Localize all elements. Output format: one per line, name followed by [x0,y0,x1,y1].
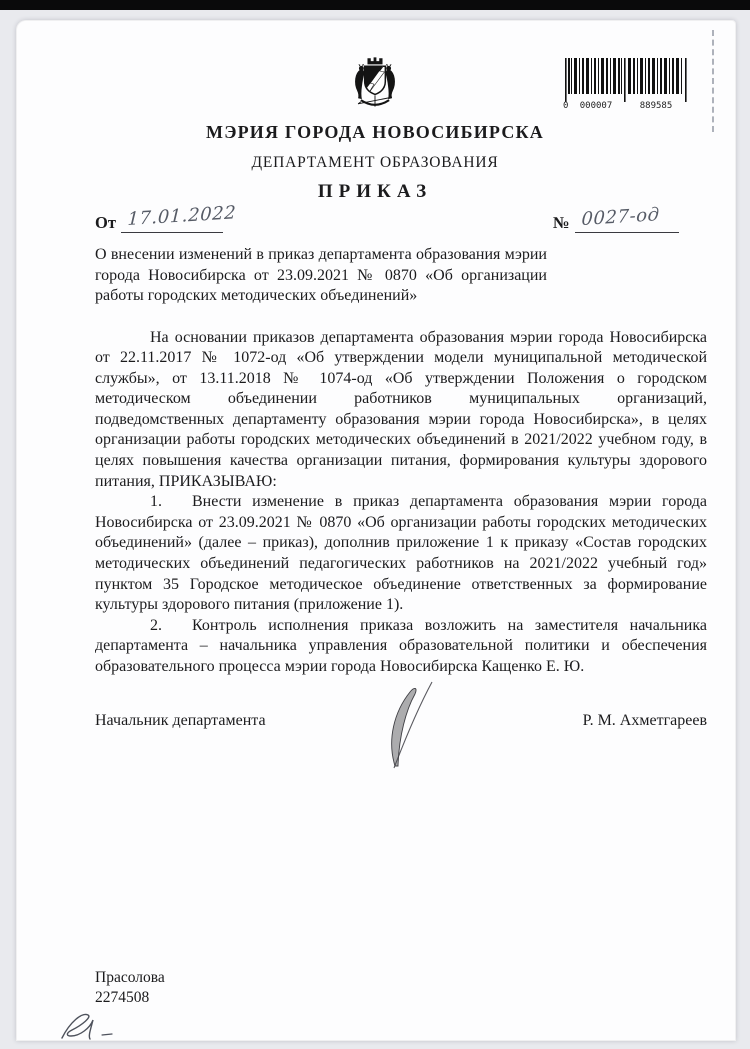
signer-name: Р. М. Ахметгареев [582,711,707,729]
scan-top-bar [0,0,750,10]
order-item-number: 2. [150,616,162,634]
org-title: МЭРИЯ ГОРОДА НОВОСИБИРСКА [206,122,544,142]
order-item-2 [95,616,707,678]
order-item-text: Контроль исполнения приказа возложить на заместителя начальника департамента – начальника управления образовательной политики и обеспечения образовательного процесса мэрии города Новосибирска Кащенко Е. Ю. [95,616,707,675]
order-subject: О внесении изменений в приказ департамента образования мэрии города Новосибирска от 23.09.2021 № 0870 «Об организации работы городских методических объединений» [95,246,547,304]
date-number-row [95,202,707,235]
document-header [95,55,655,203]
novosibirsk-coat-of-arms-icon [348,55,402,117]
executor-phone: 2274508 [95,988,150,1006]
date-field [95,202,237,233]
date-label: От [95,213,116,232]
barcode-digits-left: 000007 [579,101,613,110]
executor-block [95,968,165,1007]
order-item-1 [95,492,707,616]
barcode-digit-prefix: 0 [563,101,569,110]
signer-position: Начальник департамента [95,711,266,729]
document-page [16,20,736,1041]
handwritten-number: 0027-од [580,204,660,230]
order-item-number: 1. [150,493,162,511]
number-label: № [553,213,570,232]
document-type-title: ПРИКАЗ [317,181,433,202]
org-subtitle: ДЕПАРТАМЕНТ ОБРАЗОВАНИЯ [251,154,499,171]
order-preamble: На основании приказов департамента образования мэрии города Новосибирска от 22.11.2017 № 1072-од «Об утверждении модели муниципальной методической службы», от 13.11.2018 № 1074-од «Об утверждении Положения о городском методическом объединении работников муниципальных организаций, подведомственных департаменту образования мэрии города Новосибирска», в целях организации работы городских методических объединений в 2021/2022 учебном году, в целях повышения качества организации питания, формирования культуры здорового питания, ПРИКАЗЫВАЮ: [95,328,707,490]
pen-scribble-icon [58,1008,122,1046]
number-field [553,204,679,233]
barcode-digits-right: 889585 [639,101,673,110]
executor-name: Прасолова [95,969,165,986]
order-item-text: Внести изменение в приказ департамента образования мэрии города Новосибирска от 23.09.2021 № 0870 «Об организации работы городских методических объединений» (далее – приказ), дополнив приложение 1 к приказу «Состав городских методических объединений педагогических работников на 2021/2022 учебный год» пунктом 35 Городское методическое объединение ответственных за формирование культуры здорового питания (приложение 1). [95,493,707,614]
number-blank-line [575,204,679,233]
handwritten-date: 17.01.2022 [126,202,237,230]
date-blank-line [121,202,237,233]
perforation-dashed-line [712,30,714,132]
pen-signature-icon [382,680,434,772]
